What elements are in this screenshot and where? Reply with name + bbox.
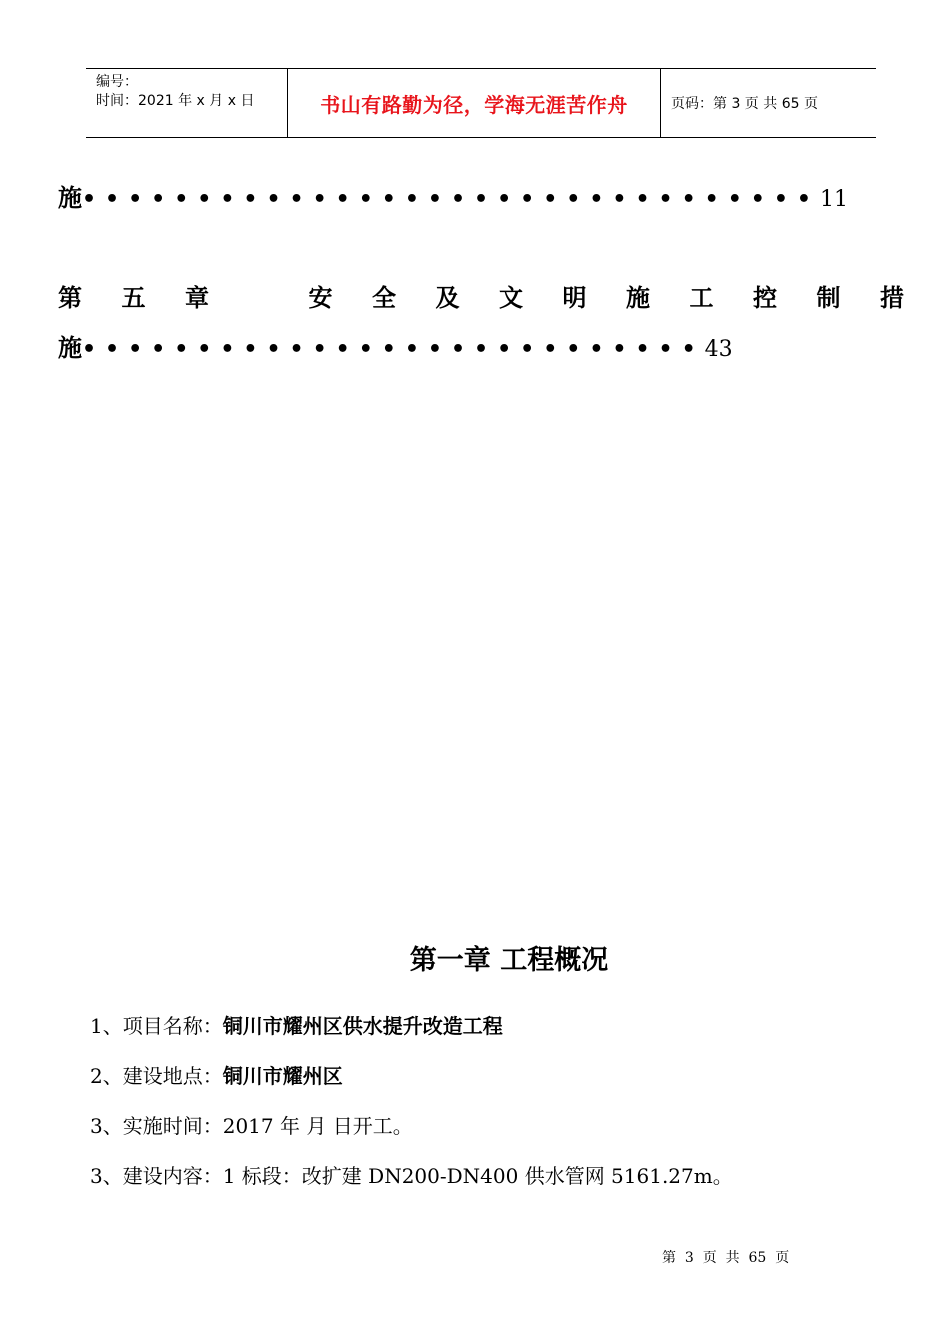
toc-char: 制: [816, 284, 841, 312]
toc-line-3-text: 施: [58, 334, 82, 362]
toc-leader-dots: ••••••••••••••••••••••••••••••••: [82, 187, 820, 212]
header-page-cell: [661, 69, 876, 137]
motto: 书山有路勤为径，学海无涯苦作舟: [320, 92, 628, 117]
toc-page-number: 43: [704, 337, 733, 362]
toc-leader-dots: •••••••••••••••••••••••••••: [82, 337, 705, 362]
toc-char: 第: [58, 284, 82, 312]
item-label: 3、建设内容：1 标段：改扩建 DN200-DN400 供水管网 5161.27m。: [90, 1164, 733, 1188]
toc-char: 措: [880, 284, 904, 312]
header-meta: [86, 69, 288, 137]
toc-chapter-5-heading: [58, 278, 904, 313]
item-value: 铜川市耀州区供水提升改造工程: [222, 1014, 503, 1038]
toc-line-3: [58, 328, 733, 363]
toc-line-1-text: 施: [58, 184, 82, 212]
toc-page-number: 11: [819, 187, 848, 212]
toc-char: 及: [435, 284, 460, 312]
header-motto-cell: [288, 69, 661, 137]
toc-char: 全: [372, 284, 396, 312]
toc-char: 安: [308, 284, 333, 312]
overview-item-1: [90, 1010, 503, 1039]
item-value: 铜川市耀州区: [222, 1064, 343, 1088]
toc-line-1: [58, 178, 848, 213]
chapter-title: 第一章 工程概况: [409, 945, 609, 976]
toc-char: 工: [689, 284, 714, 312]
overview-item-4: [90, 1160, 733, 1189]
toc-char: 章: [185, 284, 209, 312]
toc-char: 文: [499, 284, 523, 312]
item-label: 1、项目名称：: [90, 1014, 223, 1038]
toc-char: 五: [121, 284, 146, 312]
page-footer: 第 3 页 共 65 页: [662, 1250, 790, 1266]
toc-char: 控: [753, 284, 777, 312]
overview-item-3: [90, 1110, 413, 1139]
toc-char: 明: [562, 284, 587, 312]
number-label: 编号：: [96, 74, 138, 90]
item-label: 2、建设地点：: [90, 1064, 223, 1088]
page-header: [86, 68, 876, 138]
time-label: 时间：2021 年 x 月 x 日: [96, 93, 255, 109]
overview-item-2: [90, 1060, 343, 1089]
item-label: 3、实施时间：2017 年 月 日开工。: [90, 1114, 413, 1138]
page-info: 页码：第 3 页 共 65 页: [671, 96, 818, 112]
toc-char: 施: [626, 284, 650, 312]
